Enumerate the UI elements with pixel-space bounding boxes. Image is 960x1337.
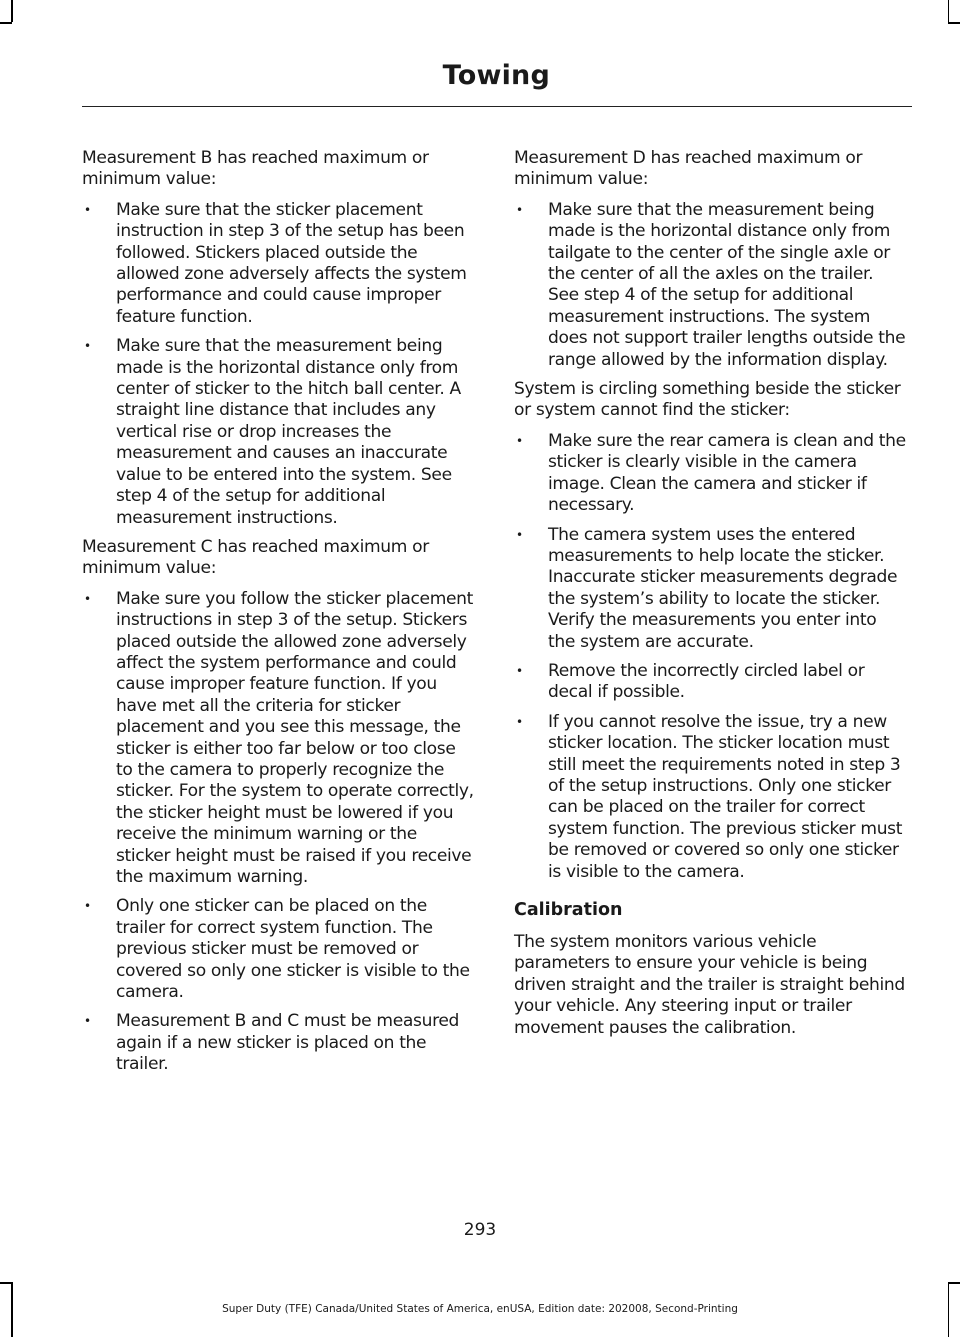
measurement-b-list <box>82 200 474 529</box>
list-item: • Make sure that the sticker placement instruction in step 3 of the setup has been followed. Stickers placed outside the allowed zone adversely affects the system performance and could cause improper feature function. <box>82 200 474 328</box>
page-title: Towing <box>442 60 550 91</box>
list-item: • Make sure you follow the sticker placement instructions in step 3 of the setup. Stickers placed outside the allowed zone adversely affect the system performance and could cause improper feature function. If you have met all the criteria for sticker placement and you see this message, the sticker is either too far below or too close to the camera to properly recognize the sticker. For the system to operate correctly, the sticker height must be lowered if you receive the minimum warning or the sticker height must be raised if you receive the maximum warning. <box>82 589 474 889</box>
list-item: • Remove the incorrectly circled label or decal if possible. <box>514 661 906 704</box>
crop-mark-bottom-left-h <box>0 1282 12 1284</box>
header-divider <box>82 106 912 107</box>
list-item: • Make sure that the measurement being made is the horizontal distance only from center of sticker to the hitch ball center. A straight line distance that includes any vertical rise or drop increases the measurement and causes an inaccurate value to be entered into the system. See step 4 of the setup for additional measurement instructions. <box>82 336 474 529</box>
list-item: • Measurement B and C must be measured again if a new sticker is placed on the trailer. <box>82 1011 474 1075</box>
page-number: 293 <box>463 1220 497 1240</box>
sticker-issue-intro: System is circling something beside the sticker or system cannot find the sticker: <box>514 379 901 421</box>
list-item: • Make sure the rear camera is clean and the sticker is clearly visible in the camera image. Clean the camera and sticker if necessary. <box>514 431 906 517</box>
measurement-d-intro: Measurement D has reached maximum or minimum value: <box>514 148 863 190</box>
crop-mark-top-right-h <box>948 22 960 24</box>
sticker-issue-list <box>514 431 906 883</box>
list-item: • Only one sticker can be placed on the trailer for correct system function. The previous sticker must be removed or covered so only one sticker is visible to the camera. <box>82 896 474 1003</box>
list-item: • The camera system uses the entered measurements to help locate the sticker. Inaccurate sticker measurements degrade the system’s ability to locate the sticker. Verify the measurements you enter into the system are accurate. <box>514 525 906 653</box>
calibration-text: The system monitors various vehicle parameters to ensure your vehicle is being driven straight and the trailer is straight behind your vehicle. Any steering input or trailer movement pauses the calibration. <box>514 932 905 1038</box>
list-item: • If you cannot resolve the issue, try a new sticker location. The sticker location must still meet the requirements noted in step 3 of the setup instructions. Only one sticker can be placed on the trailer for correct system function. The previous sticker must be removed or covered so only one sticker is visible to the camera. <box>514 712 906 883</box>
crop-mark-top-left-h <box>0 22 12 24</box>
measurement-c-list <box>82 589 474 1076</box>
left-column <box>82 148 474 1084</box>
right-column <box>514 148 906 1048</box>
measurement-b-intro: Measurement B has reached maximum or minimum value: <box>82 148 429 190</box>
footer-edition-info: Super Duty (TFE) Canada/United States of America, enUSA, Edition date: 202008, Second-Printing <box>222 1303 738 1315</box>
crop-mark-top-left-v <box>11 0 13 22</box>
measurement-d-list <box>514 200 906 371</box>
measurement-c-intro: Measurement C has reached maximum or minimum value: <box>82 536 429 579</box>
crop-mark-top-right-v <box>948 0 950 22</box>
crop-mark-bottom-right-h <box>948 1282 960 1284</box>
list-item: • Make sure that the measurement being made is the horizontal distance only from tailgate to the center of the single axle or the center of all the axles on the trailer. See step 4 of the setup for additional measurement instructions. The system does not support trailer lengths outside the range allowed by the information display. <box>514 200 906 371</box>
calibration-heading: Calibration <box>514 900 623 920</box>
